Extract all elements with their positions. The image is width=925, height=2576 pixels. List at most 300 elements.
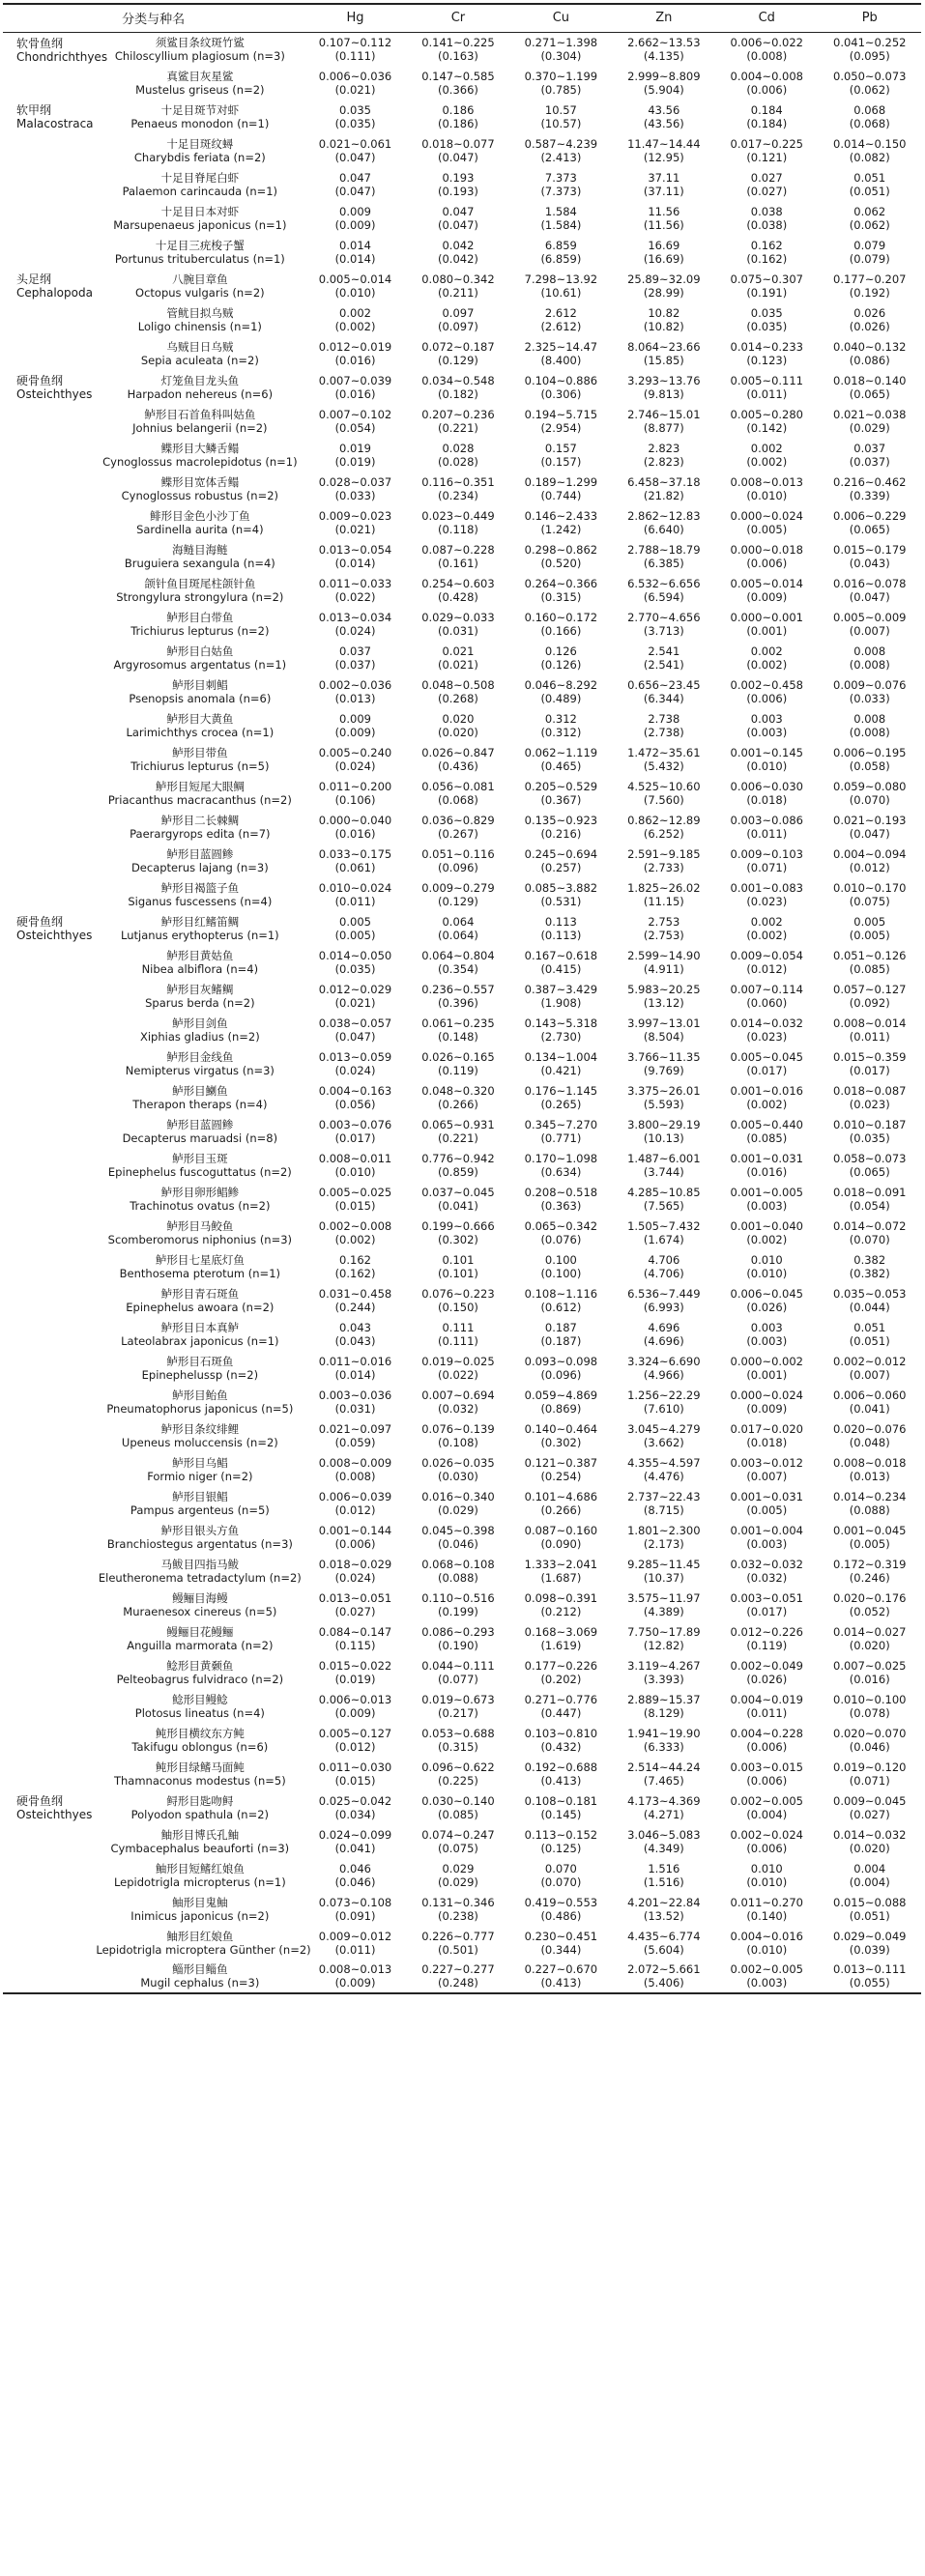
zn-range: 2.737~22.43	[627, 1489, 701, 1503]
cr-cell	[407, 1452, 509, 1486]
cu-cell	[509, 1520, 612, 1554]
pb-mean: (0.070)	[849, 792, 890, 807]
cr-range: 0.131~0.346	[421, 1895, 495, 1909]
cu-cell	[509, 1148, 612, 1182]
cu-cell	[509, 776, 612, 810]
hg-cell	[304, 1858, 406, 1892]
species-name-zh: 十足目脊尾白虾	[160, 170, 240, 185]
hg-mean: (0.162)	[334, 1266, 376, 1280]
hg-cell	[304, 1182, 406, 1216]
cr-mean: (0.238)	[438, 1908, 478, 1923]
hg-range: 0.013~0.054	[318, 542, 392, 557]
species-name-latin: Pampus argenteus (n=5)	[130, 1503, 270, 1517]
cu-cell	[509, 810, 612, 844]
hg-cell	[304, 979, 406, 1013]
zn-mean: (2.738)	[643, 725, 684, 739]
class-name-en: Osteichthyes	[16, 1808, 93, 1821]
pb-range: 0.040~0.132	[833, 339, 907, 354]
cd-mean: (0.032)	[746, 1570, 788, 1585]
cu-range: 10.57	[544, 102, 577, 117]
cd-range: 0.004~0.008	[730, 69, 803, 83]
cr-mean: (0.193)	[438, 184, 478, 198]
cr-mean: (0.190)	[438, 1638, 478, 1652]
zn-cell	[613, 1824, 715, 1858]
cd-range: 0.001~0.083	[730, 880, 803, 895]
cr-range: 0.065~0.931	[421, 1117, 495, 1131]
species-name-latin: Trichiurus lepturus (n=2)	[130, 623, 270, 638]
cr-mean: (0.266)	[438, 1097, 478, 1111]
zn-range: 6.536~7.449	[627, 1286, 701, 1301]
hg-range: 0.005~0.014	[318, 272, 392, 286]
cd-cell	[715, 1080, 818, 1114]
cr-range: 0.009~0.279	[421, 880, 495, 895]
class-cell	[3, 1114, 96, 1148]
cr-cell	[407, 641, 509, 674]
cr-range: 0.076~0.139	[421, 1421, 495, 1436]
zn-mean: (9.813)	[643, 386, 684, 401]
hg-cell	[304, 1452, 406, 1486]
cd-mean: (0.005)	[746, 522, 788, 536]
cd-cell	[715, 1892, 818, 1926]
hg-range: 0.012~0.019	[318, 339, 392, 354]
cd-range: 0.008~0.013	[730, 474, 803, 489]
cu-mean: (0.113)	[540, 928, 582, 942]
zn-cell	[613, 1892, 715, 1926]
cd-cell	[715, 979, 818, 1013]
table-header	[3, 4, 921, 32]
zn-mean: (7.465)	[643, 1773, 684, 1788]
class-cell	[3, 877, 96, 911]
cr-range: 0.030~0.140	[421, 1793, 495, 1808]
pb-cell	[818, 1960, 921, 1993]
cu-cell	[509, 1046, 612, 1080]
cu-range: 0.271~1.398	[524, 35, 598, 49]
pb-cell	[818, 1046, 921, 1080]
table-row	[3, 1723, 921, 1757]
cu-range: 0.046~8.292	[524, 677, 598, 692]
cu-mean: (0.302)	[540, 1435, 582, 1449]
zn-range: 4.706	[648, 1252, 680, 1267]
zn-cell	[613, 66, 715, 100]
hg-mean: (0.047)	[334, 1029, 376, 1044]
hg-mean: (0.037)	[334, 657, 376, 672]
pb-range: 0.057~0.127	[833, 982, 907, 996]
hg-mean: (0.061)	[334, 860, 376, 874]
cr-cell	[407, 1892, 509, 1926]
cd-mean: (0.121)	[746, 150, 788, 164]
pb-cell	[818, 133, 921, 167]
hg-mean: (0.033)	[334, 488, 376, 502]
class-cell	[3, 1486, 96, 1520]
zn-cell	[613, 1216, 715, 1249]
cr-range: 0.096~0.622	[421, 1760, 495, 1774]
cr-cell	[407, 607, 509, 641]
hg-range: 0.037	[339, 644, 371, 658]
cd-range: 0.002~0.005	[730, 1793, 803, 1808]
table-row	[3, 336, 921, 370]
species-cell	[96, 674, 304, 708]
cd-cell	[715, 607, 818, 641]
cd-cell	[715, 1046, 818, 1080]
pb-mean: (0.008)	[849, 725, 890, 739]
species-name-latin: Bruguiera sexangula (n=4)	[124, 556, 275, 570]
cr-mean: (0.315)	[438, 1739, 478, 1754]
hg-mean: (0.024)	[334, 758, 376, 773]
species-name-zh: 鲈形目卵形鲳鲹	[160, 1185, 240, 1199]
hg-cell	[304, 708, 406, 742]
cd-cell	[715, 66, 818, 100]
zn-mean: (4.349)	[643, 1841, 684, 1855]
cr-cell	[407, 1926, 509, 1960]
zn-mean: (9.769)	[643, 1063, 684, 1077]
cd-mean: (0.009)	[746, 1401, 788, 1416]
zn-cell	[613, 1486, 715, 1520]
table-row	[3, 1148, 921, 1182]
class-cell	[3, 945, 96, 979]
species-name-latin: Mustelus griseus (n=2)	[135, 82, 265, 97]
hg-cell	[304, 1588, 406, 1621]
cu-range: 7.373	[544, 170, 577, 185]
cd-mean: (0.006)	[746, 1773, 788, 1788]
species-name-zh: 马鲅目四指马鲅	[160, 1557, 240, 1571]
zn-cell	[613, 674, 715, 708]
pb-cell	[818, 810, 921, 844]
zn-cell	[613, 133, 715, 167]
cu-mean: (0.312)	[540, 725, 582, 739]
hg-cell	[304, 201, 406, 235]
pb-cell	[818, 573, 921, 607]
table-row	[3, 133, 921, 167]
cr-mean: (0.068)	[438, 792, 478, 807]
pb-range: 0.014~0.234	[833, 1489, 907, 1503]
zn-mean: (3.662)	[643, 1435, 684, 1449]
species-cell	[96, 911, 304, 945]
pb-cell	[818, 1723, 921, 1757]
pb-mean: (0.007)	[849, 623, 890, 638]
cr-range: 0.020	[442, 711, 475, 726]
class-name-zh: 软骨鱼纲	[16, 36, 64, 50]
class-cell	[3, 100, 96, 133]
zn-cell	[613, 1926, 715, 1960]
hg-mean: (0.009)	[334, 1705, 376, 1720]
table-row	[3, 1351, 921, 1385]
pb-cell	[818, 1317, 921, 1351]
table-row	[3, 302, 921, 336]
species-cell	[96, 844, 304, 877]
cr-range: 0.026~0.847	[421, 745, 495, 759]
species-name-zh: 鲈形目青石斑鱼	[160, 1286, 240, 1301]
cr-cell	[407, 573, 509, 607]
cd-mean: (0.001)	[746, 1367, 788, 1382]
pb-cell	[818, 269, 921, 302]
hg-cell	[304, 877, 406, 911]
cd-range: 0.001~0.005	[730, 1185, 803, 1199]
species-name-latin: Charybdis feriata (n=2)	[133, 150, 266, 164]
zn-mean: (2.541)	[643, 657, 684, 672]
cr-mean: (0.085)	[438, 1807, 478, 1821]
cr-mean: (0.046)	[438, 1536, 478, 1551]
cd-cell	[715, 1317, 818, 1351]
species-cell	[96, 1858, 304, 1892]
pb-mean: (0.055)	[849, 1976, 890, 1989]
species-cell	[96, 201, 304, 235]
zn-mean: (5.432)	[643, 758, 684, 773]
pb-cell	[818, 302, 921, 336]
hg-cell	[304, 911, 406, 945]
class-cell	[3, 1351, 96, 1385]
pb-cell	[818, 776, 921, 810]
zn-range: 8.064~23.66	[627, 339, 701, 354]
cr-mean: (0.163)	[438, 48, 478, 63]
cu-mean: (0.090)	[540, 1536, 582, 1551]
cd-mean: (0.026)	[746, 1672, 788, 1686]
species-cell	[96, 1554, 304, 1588]
cd-cell	[715, 505, 818, 539]
pb-range: 0.004	[853, 1861, 886, 1875]
zn-mean: (6.594)	[643, 589, 684, 604]
cr-cell	[407, 877, 509, 911]
species-name-zh: 鲈形目玉斑	[172, 1151, 228, 1165]
zn-cell	[613, 1520, 715, 1554]
pb-range: 0.020~0.070	[833, 1726, 907, 1740]
species-name-zh: 乌贼目日乌贼	[166, 339, 234, 354]
hg-mean: (0.106)	[334, 792, 376, 807]
class-cell	[3, 66, 96, 100]
class-cell	[3, 32, 108, 66]
species-name-zh: 真鲨目灰星鲨	[166, 69, 234, 83]
cr-range: 0.021	[442, 644, 475, 658]
zn-mean: (2.733)	[643, 860, 684, 874]
zn-range: 37.11	[648, 170, 680, 185]
zn-cell	[613, 1790, 715, 1824]
cu-cell	[509, 1216, 612, 1249]
hg-mean: (0.013)	[334, 691, 376, 705]
pb-mean: (0.054)	[849, 1198, 890, 1213]
hg-mean: (0.046)	[334, 1875, 376, 1889]
cr-cell	[407, 1013, 509, 1046]
cr-mean: (0.118)	[438, 522, 478, 536]
cd-range: 0.027	[750, 170, 783, 185]
species-name-latin: Eleutheronema tetradactylum (n=2)	[98, 1570, 302, 1585]
cd-mean: (0.023)	[746, 894, 788, 908]
cu-cell	[509, 1790, 612, 1824]
zn-mean: (4.696)	[643, 1333, 684, 1348]
pb-range: 0.050~0.073	[833, 69, 907, 83]
cd-cell	[715, 370, 818, 404]
pb-range: 0.051~0.126	[833, 948, 907, 962]
cu-cell	[509, 235, 612, 269]
cu-range: 0.167~0.618	[524, 948, 598, 962]
table-row	[3, 573, 921, 607]
zn-cell	[613, 438, 715, 472]
pb-cell	[818, 641, 921, 674]
pb-range: 0.009~0.076	[833, 677, 907, 692]
cu-range: 0.205~0.529	[524, 779, 598, 793]
cu-cell	[509, 1418, 612, 1452]
hg-range: 0.031~0.458	[318, 1286, 392, 1301]
class-cell	[3, 370, 96, 404]
zn-range: 2.514~44.24	[627, 1760, 701, 1774]
cr-range: 0.053~0.688	[421, 1726, 495, 1740]
zn-mean: (6.252)	[643, 826, 684, 841]
cr-range: 0.147~0.585	[421, 69, 495, 83]
species-cell	[96, 1080, 304, 1114]
cr-mean: (0.248)	[438, 1976, 478, 1989]
species-name-zh: 鲉形目红娘鱼	[166, 1929, 234, 1943]
class-cell	[3, 1790, 96, 1824]
zn-cell	[613, 1554, 715, 1588]
hg-mean: (0.041)	[334, 1841, 376, 1855]
cu-mean: (0.304)	[540, 48, 582, 63]
cd-mean: (0.003)	[746, 1536, 788, 1551]
cr-mean: (0.268)	[438, 691, 478, 705]
cd-range: 0.001~0.004	[730, 1523, 803, 1537]
hg-cell	[304, 66, 406, 100]
cr-mean: (0.029)	[438, 1503, 478, 1517]
table-row	[3, 1790, 921, 1824]
cr-range: 0.045~0.398	[421, 1523, 495, 1537]
cd-range: 0.005~0.440	[730, 1117, 803, 1131]
cu-mean: (0.100)	[540, 1266, 582, 1280]
class-name-en: Cephalopoda	[16, 286, 93, 300]
zn-cell	[613, 1418, 715, 1452]
cr-cell	[407, 1249, 509, 1283]
cd-mean: (0.010)	[746, 1942, 788, 1957]
hg-mean: (0.056)	[334, 1097, 376, 1111]
cu-mean: (0.202)	[540, 1672, 582, 1686]
cr-range: 0.061~0.235	[421, 1016, 495, 1030]
pb-range: 0.015~0.088	[833, 1895, 907, 1909]
cu-mean: (0.363)	[540, 1198, 582, 1213]
species-name-latin: Sepia aculeata (n=2)	[140, 353, 259, 367]
cd-cell	[715, 302, 818, 336]
species-name-zh: 鲈形目刺鲳	[172, 677, 228, 692]
zn-range: 2.999~8.809	[627, 69, 701, 83]
cr-mean: (0.501)	[438, 1942, 478, 1957]
species-cell	[96, 539, 304, 573]
pb-cell	[818, 539, 921, 573]
hg-range: 0.011~0.030	[318, 1760, 392, 1774]
cr-cell	[407, 336, 509, 370]
cu-mean: (0.785)	[540, 82, 582, 97]
cu-mean: (0.415)	[540, 961, 582, 976]
cu-mean: (0.367)	[540, 792, 582, 807]
cd-cell	[715, 100, 818, 133]
cd-cell	[715, 776, 818, 810]
table-row	[3, 404, 921, 438]
hg-cell	[304, 370, 406, 404]
cu-cell	[509, 370, 612, 404]
hg-cell	[304, 641, 406, 674]
cu-range: 0.177~0.226	[524, 1658, 598, 1673]
pb-range: 0.079	[853, 238, 886, 252]
class-cell	[3, 641, 96, 674]
zn-cell	[613, 336, 715, 370]
species-name-zh: 鲶形目鳗鲶	[172, 1692, 228, 1706]
species-name-zh: 鳗鲡目海鳗	[172, 1590, 228, 1605]
zn-mean: (4.706)	[643, 1266, 684, 1280]
cr-cell	[407, 1046, 509, 1080]
cr-mean: (0.021)	[438, 657, 478, 672]
species-name-zh: 须鲨目条纹斑竹鲨	[155, 35, 245, 49]
zn-range: 4.525~10.60	[627, 779, 701, 793]
table-row	[3, 505, 921, 539]
hg-mean: (0.015)	[334, 1198, 376, 1213]
header-cu: Cu	[509, 4, 612, 32]
hg-cell	[304, 32, 406, 66]
zn-mean: (16.69)	[643, 251, 684, 266]
cu-range: 0.189~1.299	[524, 474, 598, 489]
zn-mean: (4.476)	[643, 1469, 684, 1483]
cr-range: 0.111	[442, 1320, 475, 1334]
table-row	[3, 370, 921, 404]
pb-range: 0.172~0.319	[833, 1557, 907, 1571]
pb-cell	[818, 1351, 921, 1385]
pb-mean: (0.058)	[849, 758, 890, 773]
cr-mean: (0.211)	[438, 285, 478, 300]
cu-cell	[509, 1351, 612, 1385]
pb-range: 0.006~0.195	[833, 745, 907, 759]
cr-range: 0.026~0.165	[421, 1049, 495, 1064]
cr-mean: (0.075)	[438, 1841, 478, 1855]
pb-cell	[818, 1757, 921, 1790]
cr-range: 0.226~0.777	[421, 1929, 495, 1943]
hg-mean: (0.031)	[334, 1401, 376, 1416]
cd-range: 0.001~0.016	[730, 1083, 803, 1098]
cu-range: 2.612	[544, 305, 577, 320]
hg-cell	[304, 1418, 406, 1452]
cd-range: 0.012~0.226	[730, 1624, 803, 1639]
zn-range: 4.285~10.85	[627, 1185, 701, 1199]
cu-range: 0.245~0.694	[524, 846, 598, 861]
class-name-zh: 硬骨鱼纲	[16, 915, 64, 929]
cu-cell	[509, 1960, 612, 1993]
pb-cell	[818, 1249, 921, 1283]
species-cell	[96, 370, 304, 404]
pb-cell	[818, 979, 921, 1013]
pb-cell	[818, 438, 921, 472]
table-row	[3, 877, 921, 911]
cd-mean: (0.071)	[746, 860, 788, 874]
zn-range: 2.889~15.37	[627, 1692, 701, 1706]
zn-mean: (6.640)	[643, 522, 684, 536]
cd-mean: (0.008)	[746, 48, 788, 63]
cu-range: 0.121~0.387	[524, 1455, 598, 1470]
hg-cell	[304, 1013, 406, 1046]
table-body	[3, 32, 921, 1993]
pb-mean: (0.005)	[849, 928, 890, 942]
cd-cell	[715, 1418, 818, 1452]
cd-mean: (0.026)	[746, 1300, 788, 1314]
zn-mean: (5.904)	[643, 82, 684, 97]
pb-range: 0.068	[853, 102, 886, 117]
pb-mean: (0.078)	[849, 1705, 890, 1720]
pb-cell	[818, 1418, 921, 1452]
cd-range: 0.002~0.458	[730, 677, 803, 692]
cd-range: 0.006~0.022	[730, 35, 803, 49]
zn-range: 11.56	[648, 204, 680, 218]
hg-range: 0.002	[339, 305, 371, 320]
cd-mean: (0.007)	[746, 1469, 788, 1483]
header-cd: Cd	[715, 4, 818, 32]
species-name-zh: 灯笼鱼目龙头鱼	[160, 373, 240, 387]
pb-cell	[818, 1114, 921, 1148]
cu-cell	[509, 302, 612, 336]
cu-mean: (2.954)	[540, 420, 582, 435]
cu-range: 0.387~3.429	[524, 982, 598, 996]
pb-range: 0.021~0.193	[833, 813, 907, 827]
species-name-zh: 鲈形目褐篮子鱼	[160, 880, 240, 895]
